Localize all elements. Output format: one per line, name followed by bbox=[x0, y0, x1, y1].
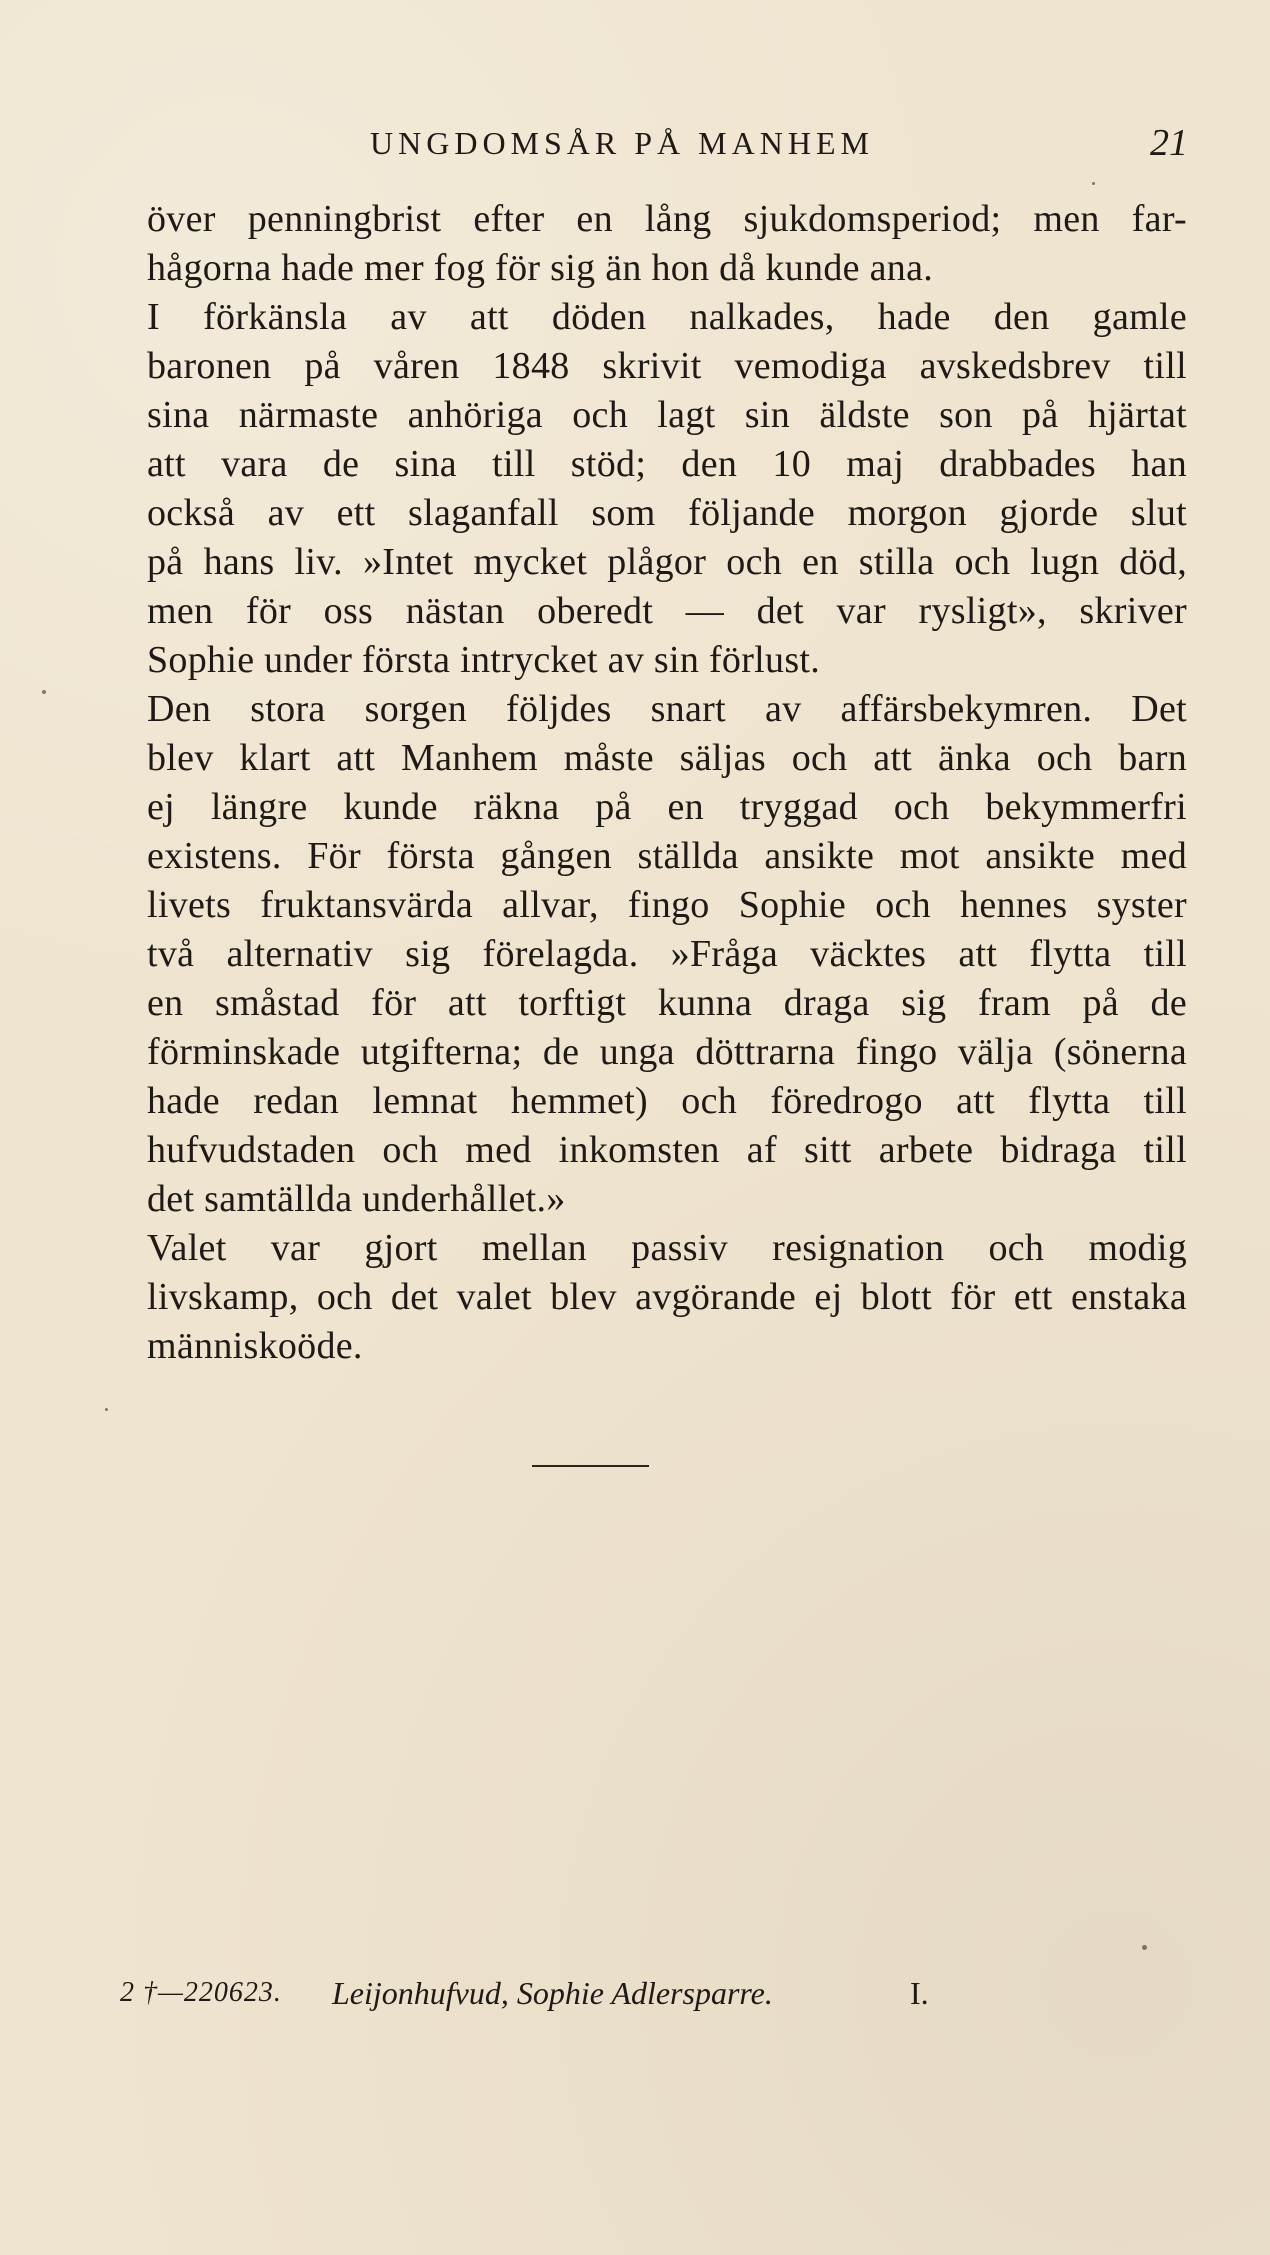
text-line: människoöde. bbox=[147, 1325, 363, 1367]
text-line: Den stora sorgen följdes snart av affärsbekymren. Det bbox=[147, 688, 1187, 730]
text-line: baronen på våren 1848 skrivit vemodiga avskedsbrev till bbox=[147, 345, 1187, 387]
page-footer bbox=[0, 1973, 1270, 2013]
text-line: men för oss nästan oberedt — det var rysligt», skriver bbox=[147, 590, 1187, 632]
text-line: över penningbrist efter en lång sjukdomsperiod; men far- bbox=[147, 198, 1187, 240]
page-number: 21 bbox=[1150, 122, 1188, 164]
text-line: på hans liv. »Intet mycket plågor och en stilla och lugn död, bbox=[147, 541, 1187, 583]
footer-title: Leijonhufvud, Sophie Adlersparre. bbox=[332, 1975, 773, 2011]
section-divider bbox=[532, 1465, 649, 1467]
paper-speck bbox=[1092, 182, 1095, 185]
running-head: UNGDOMSÅR PÅ MANHEM bbox=[370, 125, 874, 161]
text-line: I förkänsla av att döden nalkades, hade den gamle bbox=[147, 296, 1187, 338]
body-text bbox=[147, 195, 1187, 1371]
text-line: existens. För första gången ställda ansikte mot ansikte med bbox=[147, 835, 1187, 877]
text-line: Sophie under första intrycket av sin förlust. bbox=[147, 639, 821, 681]
text-line: att vara de sina till stöd; den 10 maj drabbades han bbox=[147, 443, 1187, 485]
signature-mark: 2 †—220623. bbox=[120, 1977, 282, 2008]
text-line: hufvudstaden och med inkomsten af sitt arbete bidraga till bbox=[147, 1129, 1187, 1171]
text-line: hågorna hade mer fog för sig än hon då kunde ana. bbox=[147, 247, 934, 289]
text-line: blev klart att Manhem måste säljas och att änka och barn bbox=[147, 737, 1187, 779]
text-line: hade redan lemnat hemmet) och föredrogo att flytta till bbox=[147, 1080, 1187, 1122]
page-header bbox=[0, 118, 1270, 168]
text-line: livskamp, och det valet blev avgörande ej blott för ett enstaka bbox=[147, 1276, 1187, 1318]
text-line: också av ett slaganfall som följande morgon gjorde slut bbox=[147, 492, 1187, 534]
paper-speck bbox=[1142, 1945, 1147, 1950]
text-line: två alternativ sig förelagda. »Fråga väcktes att flytta till bbox=[147, 933, 1187, 975]
paper-speck bbox=[42, 690, 46, 694]
paper-speck bbox=[105, 1408, 108, 1411]
text-line: Valet var gjort mellan passiv resignation och modig bbox=[147, 1227, 1187, 1269]
text-line: det samtällda underhållet.» bbox=[147, 1178, 566, 1220]
text-line: förminskade utgifterna; de unga döttrarna fingo välja (sönerna bbox=[147, 1031, 1187, 1073]
volume-number: I. bbox=[910, 1975, 929, 2011]
text-line: ej längre kunde räkna på en tryggad och bekymmerfri bbox=[147, 786, 1187, 828]
text-line: sina närmaste anhöriga och lagt sin äldste son på hjärtat bbox=[147, 394, 1187, 436]
text-line: livets fruktansvärda allvar, fingo Sophie och hennes syster bbox=[147, 884, 1187, 926]
text-line: en småstad för att torftigt kunna draga sig fram på de bbox=[147, 982, 1187, 1024]
